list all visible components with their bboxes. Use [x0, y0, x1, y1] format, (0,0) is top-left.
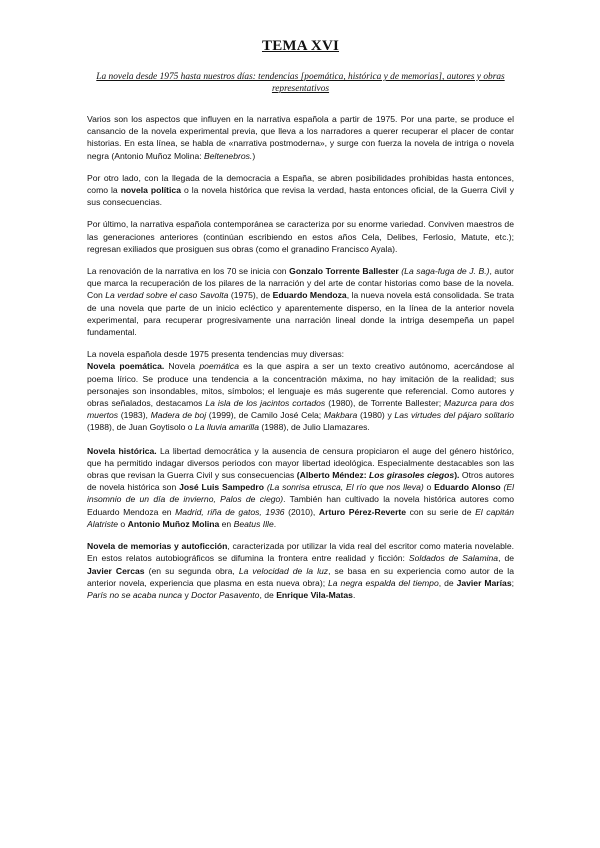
paragraph-memorias: Novela de memorias y autoficción, caracterizada por utilizar la vida real del escritor como materia novelable. En estos relatos autobiográficos se difumina la frontera entre realidad y ficción: Soldados de Salamina, de Javier Cercas (en su segunda obra, La velocidad de la luz, se basa en su experiencia como autor de la anterior novela, experiencia que plasma en esta nueva obra); La negra espalda del tiempo, de Javier Marías; París no se acaba nunca y Doctor Pasavento, de Enrique Vila-Matas. — [87, 541, 514, 600]
paragraph-democracy: Por otro lado, con la llegada de la democracia a España, se abren posibilidades prohibidas hasta entonces, como la novela política o la novela histórica que revisa la verdad, hasta entonces oficial, de la Guerra Civil y sus consecuencias. — [87, 172, 514, 208]
page-title: TEMA XVI — [261, 38, 340, 54]
paragraph-poematica: Novela poemática. Novela poemática es la que aspira a ser un texto creativo autónomo, acercándose al poema lírico. Se produce una tendencia a la concentración máxima, no hay imitación de la realidad; sus personajes son insondables, mitos, símbolos; el lenguaje es más sugerente que referencial. Como autores y obras señalados, destacamos La isla de los jacintos cortados (1980), de Torrente Ballester; Mazurca para dos muertos (1983), Madera de boj (1999), de Camilo José Cela; Makbara (1980) y Las virtudes del pájaro solitario (1988), de Juan Goytisolo o La lluvia amarilla (1988), de Julio Llamazares. — [87, 361, 515, 433]
paragraph-intro: Varios son los aspectos que influyen en la narrativa española a partir de 1975. Por una parte, se produce el cansancio de la novela experimental previa, que lleva a los narradores a querer recuperar el placer de contar historias. En esta línea, se habla de «narrativa postmoderna», y surge con fuerza la novela de intriga o novela negra (Antonio Muñoz Molina: Beltenebros.) — [87, 114, 514, 161]
document-page — [87, 38, 514, 611]
paragraph-variety: Por último, la narrativa española contemporánea se caracteriza por su enorme variedad. Conviven maestros de las generaciones anteriores (continúan escribiendo en estos años Cela, Delibes, Ferlosio, Matute, etc.); regresan exiliados que prosiguen sus obras (como el granadino Francisco Ayala). — [87, 219, 514, 254]
paragraph-renewal: La renovación de la narrativa en los 70 se inicia con Gonzalo Torrente Ballester (La saga-fuga de J. B.), autor que marca la recuperación de los pilares de la narración y del arte de contar historias como base de la novela. Con La verdad sobre el caso Savolta (1975), de Eduardo Mendoza, la nueva novela está consolidada. Se trata de una novela que parte de un inicio ecléctico y aparentemente disperso, en la línea de la anterior novela experimental, para recuperar progresivamente una narración lineal donde la intriga desempeña un papel fundamental. — [87, 266, 514, 338]
paragraph-tendencies-intro: La novela española desde 1975 presenta tendencias muy diversas: — [87, 349, 345, 360]
paragraph-historica: Novela histórica. La libertad democrática y la ausencia de censura propiciaron el auge del género histórico, que ha permitido indagar diversos periodos con mayor libertad ideológica. Especialmente destacables son las obras que revisan la Guerra Civil y sus consecuencias (Alberto Méndez: Los girasoles ciegos). Otros autores de novela histórica son José Luis Sampedro (La sonrisa etrusca, El río que nos lleva) o Eduardo Alonso (El insomnio de un día de invierno, Palos de ciego). También han cultivado la novela histórica autores como Eduardo Mendoza en Madrid, riña de gatos, 1936 (2010), Arturo Pérez-Reverte con su serie de El capitán Alatriste o Antonio Muñoz Molina en Beatus Ille. — [87, 445, 515, 529]
page-subtitle: La novela desde 1975 hasta nuestros días: tendencias [poemática, histórica y de memorias], autores y obras representativos — [96, 72, 505, 94]
